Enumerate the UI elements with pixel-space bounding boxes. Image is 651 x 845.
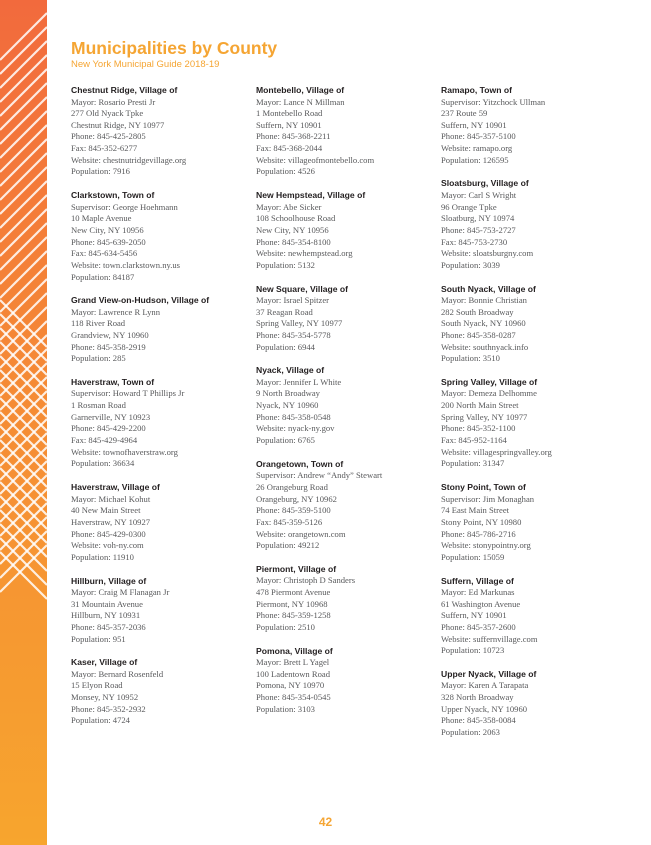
municipality-detail-line: Phone: 845-357-5100 xyxy=(441,131,516,142)
municipality-detail-line: Population: 10723 xyxy=(441,645,505,656)
municipality-detail-line: Website: townofhaverstraw.org xyxy=(71,446,178,457)
municipality-name: Nyack, Village of xyxy=(256,365,325,376)
directory-column-3 xyxy=(441,85,621,751)
municipality-name: New Hempstead, Village of xyxy=(256,190,366,201)
municipality-detail-line: Website: ramapo.org xyxy=(441,143,513,154)
municipality-detail-line: Phone: 845-354-8100 xyxy=(256,236,331,247)
municipality-detail-line: Suffern, NY 10901 xyxy=(441,119,507,130)
municipality-detail-line: Mayor: Rosario Presti Jr xyxy=(71,96,156,107)
diagonal-line-pattern xyxy=(0,0,47,845)
municipality-name: Suffern, Village of xyxy=(441,575,514,586)
municipality-detail-line: Population: 126595 xyxy=(441,154,509,165)
municipality-detail-line: 10 Maple Avenue xyxy=(71,213,132,224)
municipality-name: Stony Point, Town of xyxy=(441,482,526,493)
municipality-detail-line: Mayor: Craig M Flanagan Jr xyxy=(71,587,170,597)
municipality-detail-line: Mayor: Israel Spitzer xyxy=(256,295,330,306)
municipality-detail-line: Fax: 845-753-2730 xyxy=(441,236,508,247)
municipality-name: Kaser, Village of xyxy=(71,657,138,668)
directory-column-2 xyxy=(256,85,436,727)
municipality-detail-line: 200 North Main Street xyxy=(441,400,519,411)
municipality-detail-line: 328 North Broadway xyxy=(441,692,514,703)
municipality-detail-line: Supervisor: Jim Monaghan xyxy=(441,493,535,504)
municipality-detail-line: Supervisor: Yitzchock Ullman xyxy=(441,96,546,107)
municipality-entry xyxy=(256,284,436,354)
municipality-detail-line: Phone: 845-354-5778 xyxy=(256,330,331,340)
municipality-name: Hillburn, Village of xyxy=(71,575,147,586)
municipality-detail-line: Fax: 845-429-4964 xyxy=(71,435,138,446)
municipality-detail-line: Mayor: Christoph D Sanders xyxy=(256,575,356,586)
municipality-name: Upper Nyack, Village of xyxy=(441,668,537,679)
municipality-detail-line: Mayor: Abe Sicker xyxy=(256,201,322,212)
municipality-entry xyxy=(256,365,436,446)
municipality-name: New Square, Village of xyxy=(256,283,349,294)
municipality-name: Grand View-on-Hudson, Village of xyxy=(71,295,210,306)
municipality-detail-line: Population: 2510 xyxy=(256,621,315,632)
municipality-detail-line: Supervisor: Andrew “Andy” Stewart xyxy=(256,470,383,481)
municipality-detail-line: Website: sloatsburgny.com xyxy=(441,248,534,259)
municipality-entry xyxy=(71,576,251,646)
municipality-entry xyxy=(441,669,621,739)
municipality-detail-line: Mayor: Bonnie Christian xyxy=(441,295,527,306)
municipality-name: Haverstraw, Town of xyxy=(71,376,155,387)
municipality-entry xyxy=(256,564,436,634)
municipality-entry xyxy=(71,657,251,727)
municipality-detail-line: Website: stonypointny.org xyxy=(441,540,531,551)
municipality-detail-line: Population: 7916 xyxy=(71,166,130,177)
municipality-detail-line: Mayor: Carl S Wright xyxy=(441,189,517,200)
municipality-detail-line: Phone: 845-357-2036 xyxy=(71,621,146,632)
municipality-entry xyxy=(256,85,436,178)
municipality-entry xyxy=(71,190,251,283)
municipality-detail-line: Fax: 845-634-5456 xyxy=(71,248,138,259)
municipality-detail-line: Population: 31347 xyxy=(441,458,505,469)
side-accent-bar xyxy=(0,0,47,845)
municipality-detail-line: Mayor: Brett L Yagel xyxy=(256,657,330,668)
municipality-detail-line: 31 Mountain Avenue xyxy=(71,598,143,609)
municipality-name: Clarkstown, Town of xyxy=(71,190,155,201)
municipality-detail-line: Phone: 845-354-0545 xyxy=(256,692,331,703)
municipality-detail-line: Phone: 845-359-5100 xyxy=(256,505,331,516)
municipality-detail-line: Upper Nyack, NY 10960 xyxy=(441,703,528,714)
municipality-detail-line: Phone: 845-639-2050 xyxy=(71,236,146,247)
municipality-entry xyxy=(441,85,621,166)
municipality-detail-line: Piermont, NY 10968 xyxy=(256,598,328,609)
municipality-detail-line: South Nyack, NY 10960 xyxy=(441,318,526,329)
municipality-detail-line: Mayor: Demeza Delhomme xyxy=(441,388,537,399)
municipality-detail-line: Population: 6765 xyxy=(256,435,315,446)
municipality-detail-line: Website: town.clarkstown.ny.us xyxy=(71,259,181,270)
municipality-detail-line: Phone: 845-786-2716 xyxy=(441,528,516,539)
municipality-name: South Nyack, Village of xyxy=(441,283,536,294)
municipality-detail-line: Mayor: Michael Kohut xyxy=(71,493,151,504)
municipality-name: Piermont, Village of xyxy=(256,563,337,574)
municipality-entry xyxy=(71,482,251,563)
municipality-detail-line: Population: 3510 xyxy=(441,353,500,364)
municipality-detail-line: Website: nyack-ny.gov xyxy=(256,423,335,434)
municipality-detail-line: Phone: 845-429-2200 xyxy=(71,423,146,434)
municipality-detail-line: 118 River Road xyxy=(71,318,126,329)
municipality-detail-line: 96 Orange Tpke xyxy=(441,201,497,212)
municipality-name: Sloatsburg, Village of xyxy=(441,178,529,189)
municipality-detail-line: Population: 36634 xyxy=(71,458,135,469)
municipality-detail-line: Population: 15059 xyxy=(441,551,505,562)
municipality-detail-line: Population: 84187 xyxy=(71,271,135,282)
municipality-detail-line: Spring Valley, NY 10977 xyxy=(256,318,343,329)
municipality-detail-line: 1 Rosman Road xyxy=(71,400,126,411)
municipality-detail-line: Website: villagespringvalley.org xyxy=(441,446,552,457)
municipality-detail-line: Population: 3039 xyxy=(441,259,500,270)
municipality-detail-line: 26 Orangeburg Road xyxy=(256,481,328,492)
municipality-detail-line: Supervisor: George Hoehmann xyxy=(71,201,178,212)
municipality-detail-line: 15 Elyon Road xyxy=(71,680,123,691)
municipality-detail-line: Grandview, NY 10960 xyxy=(71,330,149,340)
municipality-detail-line: Population: 5132 xyxy=(256,259,315,270)
municipality-detail-line: New City, NY 10956 xyxy=(256,224,329,235)
municipality-entry xyxy=(441,178,621,271)
page-header xyxy=(71,38,277,71)
municipality-detail-line: Phone: 845-358-0287 xyxy=(441,330,516,340)
municipality-entry xyxy=(71,377,251,470)
municipality-detail-line: Website: newhempstead.org xyxy=(256,248,353,259)
municipality-detail-line: Population: 6944 xyxy=(256,341,315,352)
municipality-detail-line: Mayor: Karen A Tarapata xyxy=(441,680,529,691)
municipality-detail-line: 37 Reagan Road xyxy=(256,306,313,317)
municipality-detail-line: Chestnut Ridge, NY 10977 xyxy=(71,119,165,130)
municipality-entry xyxy=(441,482,621,563)
municipality-detail-line: Mayor: Lawrence R Lynn xyxy=(71,306,161,317)
municipality-entry xyxy=(441,377,621,470)
municipality-detail-line: Phone: 845-352-1100 xyxy=(441,423,516,434)
municipality-detail-line: Fax: 845-352-6277 xyxy=(71,143,138,154)
municipality-name: Spring Valley, Village of xyxy=(441,376,538,387)
directory-column-1 xyxy=(71,85,251,739)
municipality-detail-line: Phone: 845-359-1258 xyxy=(256,610,331,621)
municipality-detail-line: Phone: 845-429-0300 xyxy=(71,528,146,539)
municipality-detail-line: Website: chestnutridgevillage.org xyxy=(71,154,187,165)
municipality-detail-line: Pomona, NY 10970 xyxy=(256,680,325,691)
municipality-detail-line: Monsey, NY 10952 xyxy=(71,692,139,703)
municipality-entry xyxy=(441,284,621,365)
municipality-detail-line: New City, NY 10956 xyxy=(71,224,144,235)
municipality-detail-line: Stony Point, NY 10980 xyxy=(441,516,522,527)
municipality-detail-line: Population: 3103 xyxy=(256,703,315,714)
municipality-detail-line: Website: southnyack.info xyxy=(441,341,529,352)
municipality-name: Haverstraw, Village of xyxy=(71,482,160,493)
municipality-detail-line: Mayor: Bernard Rosenfeld xyxy=(71,668,164,679)
municipality-detail-line: Phone: 845-368-2211 xyxy=(256,131,331,142)
municipality-detail-line: 40 New Main Street xyxy=(71,505,141,516)
municipality-name: Chestnut Ridge, Village of xyxy=(71,85,178,95)
municipality-detail-line: Website: suffernvillage.com xyxy=(441,633,538,644)
municipality-entry xyxy=(71,85,251,178)
municipality-detail-line: 74 East Main Street xyxy=(441,505,510,516)
municipality-detail-line: Website: villageofmontebello.com xyxy=(256,154,375,165)
municipality-entry xyxy=(256,459,436,552)
municipality-entry xyxy=(441,576,621,657)
municipality-detail-line: Population: 4526 xyxy=(256,166,315,177)
municipality-detail-line: Fax: 845-952-1164 xyxy=(441,435,507,446)
municipality-detail-line: Garnerville, NY 10923 xyxy=(71,411,151,422)
municipality-entry xyxy=(71,295,251,365)
municipality-detail-line: Website: orangetown.com xyxy=(256,528,346,539)
municipality-detail-line: Mayor: Lance N Millman xyxy=(256,96,345,107)
municipality-detail-line: Phone: 845-358-2919 xyxy=(71,341,146,352)
municipality-detail-line: Suffern, NY 10901 xyxy=(441,610,507,621)
municipality-detail-line: 1 Montebello Road xyxy=(256,108,323,119)
municipality-detail-line: Population: 2063 xyxy=(441,727,500,738)
municipality-detail-line: 478 Piermont Avenue xyxy=(256,587,331,597)
municipality-name: Ramapo, Town of xyxy=(441,85,512,95)
municipality-detail-line: 108 Schoolhouse Road xyxy=(256,213,336,224)
municipality-entry xyxy=(256,646,436,716)
municipality-detail-line: Suffern, NY 10901 xyxy=(256,119,322,130)
municipality-detail-line: Population: 951 xyxy=(71,633,126,644)
municipality-name: Orangetown, Town of xyxy=(256,458,344,469)
municipality-detail-line: Sloatburg, NY 10974 xyxy=(441,213,515,224)
municipality-detail-line: Hillburn, NY 10931 xyxy=(71,610,141,621)
municipality-detail-line: Fax: 845-359-5126 xyxy=(256,516,323,527)
municipality-detail-line: 100 Ladentown Road xyxy=(256,668,330,679)
municipality-detail-line: 61 Washington Avenue xyxy=(441,598,521,609)
municipality-detail-line: Haverstraw, NY 10927 xyxy=(71,516,151,527)
municipality-detail-line: Phone: 845-357-2600 xyxy=(441,621,516,632)
municipality-detail-line: Website: voh-ny.com xyxy=(71,540,144,551)
page-title: Municipalities by County xyxy=(71,38,278,58)
municipality-detail-line: Phone: 845-358-0084 xyxy=(441,715,516,726)
municipality-detail-line: Population: 49212 xyxy=(256,540,320,551)
municipality-name: Pomona, Village of xyxy=(256,645,333,656)
municipality-detail-line: Population: 285 xyxy=(71,353,126,364)
municipality-entry xyxy=(256,190,436,271)
municipality-detail-line: 237 Route 59 xyxy=(441,108,488,119)
municipality-name: Montebello, Village of xyxy=(256,85,345,95)
municipality-detail-line: Mayor: Jennifer L White xyxy=(256,376,342,387)
municipality-detail-line: Phone: 845-753-2727 xyxy=(441,224,516,235)
municipality-detail-line: Population: 11910 xyxy=(71,551,134,562)
municipality-detail-line: Orangeburg, NY 10962 xyxy=(256,493,337,504)
municipality-detail-line: Supervisor: Howard T Phillips Jr xyxy=(71,388,185,399)
municipality-detail-line: Spring Valley, NY 10977 xyxy=(441,411,528,422)
municipality-detail-line: Population: 4724 xyxy=(71,715,130,726)
municipality-detail-line: Phone: 845-352-2932 xyxy=(71,703,146,714)
page-subtitle: New York Municipal Guide 2018-19 xyxy=(71,59,220,70)
municipality-detail-line: Phone: 845-358-0548 xyxy=(256,411,331,422)
municipality-detail-line: 282 South Broadway xyxy=(441,306,514,317)
page-number: 42 xyxy=(318,815,333,829)
municipality-detail-line: Nyack, NY 10960 xyxy=(256,400,319,411)
municipality-detail-line: Fax: 845-368-2044 xyxy=(256,143,323,154)
municipality-detail-line: Phone: 845-425-2805 xyxy=(71,131,146,142)
municipality-detail-line: 9 North Broadway xyxy=(256,388,320,399)
municipality-detail-line: Mayor: Ed Markunas xyxy=(441,587,515,597)
municipality-detail-line: 277 Old Nyack Tpke xyxy=(71,108,144,119)
